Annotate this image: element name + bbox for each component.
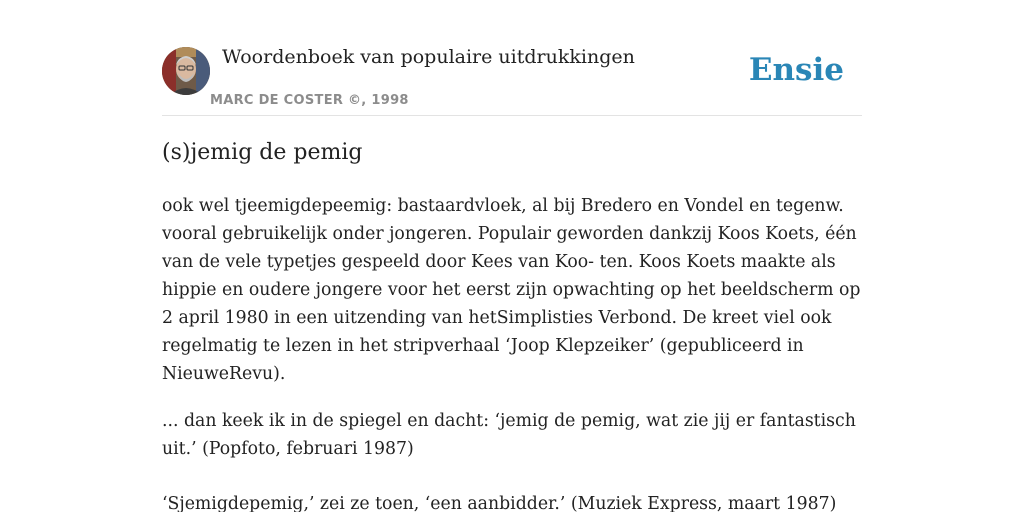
entry-quote: ... dan keek ik in de spiegel en dacht: ‘jemig de pemig, wat zie jij er fantastisch uit.’ (Popfoto, februari 1987) [162, 411, 856, 459]
avatar[interactable] [162, 47, 210, 95]
ensie-logo-link[interactable]: Ensie [748, 52, 844, 88]
entry-definition: ook wel tjeemigdepeemig: bastaardvloek, al bij Bredero en Vondel en tegenw. vooral gebruikelijk onder jongeren. Populair geworden dankzij Koos Koets, één van de vele typetjes gespeeld door Kees van Koo- ten. Koos Koets maakte als hippie en oudere jongere voor het eerst zijn opwachting op het beeldscherm op 2 april 1980 in een uitzending van hetSimplisties Verbond. De kreet viel ook regelmatig te lezen in het stripverhaal ‘Joop Klepzeiker’ (gepubliceerd in NieuweRevu). [162, 196, 861, 384]
entry-title: (s)jemig de pemig [162, 140, 363, 165]
entry-quote: ‘Sjemigdepemig,’ zei ze toen, ‘een aanbidder.’ (Muziek Express, maart 1987) [162, 494, 837, 512]
author-portrait-icon [162, 47, 210, 95]
book-header [162, 46, 862, 116]
book-title[interactable]: Woordenboek van populaire uitdrukkingen [222, 46, 635, 68]
book-author: MARC DE COSTER ©, 1998 [210, 93, 409, 108]
